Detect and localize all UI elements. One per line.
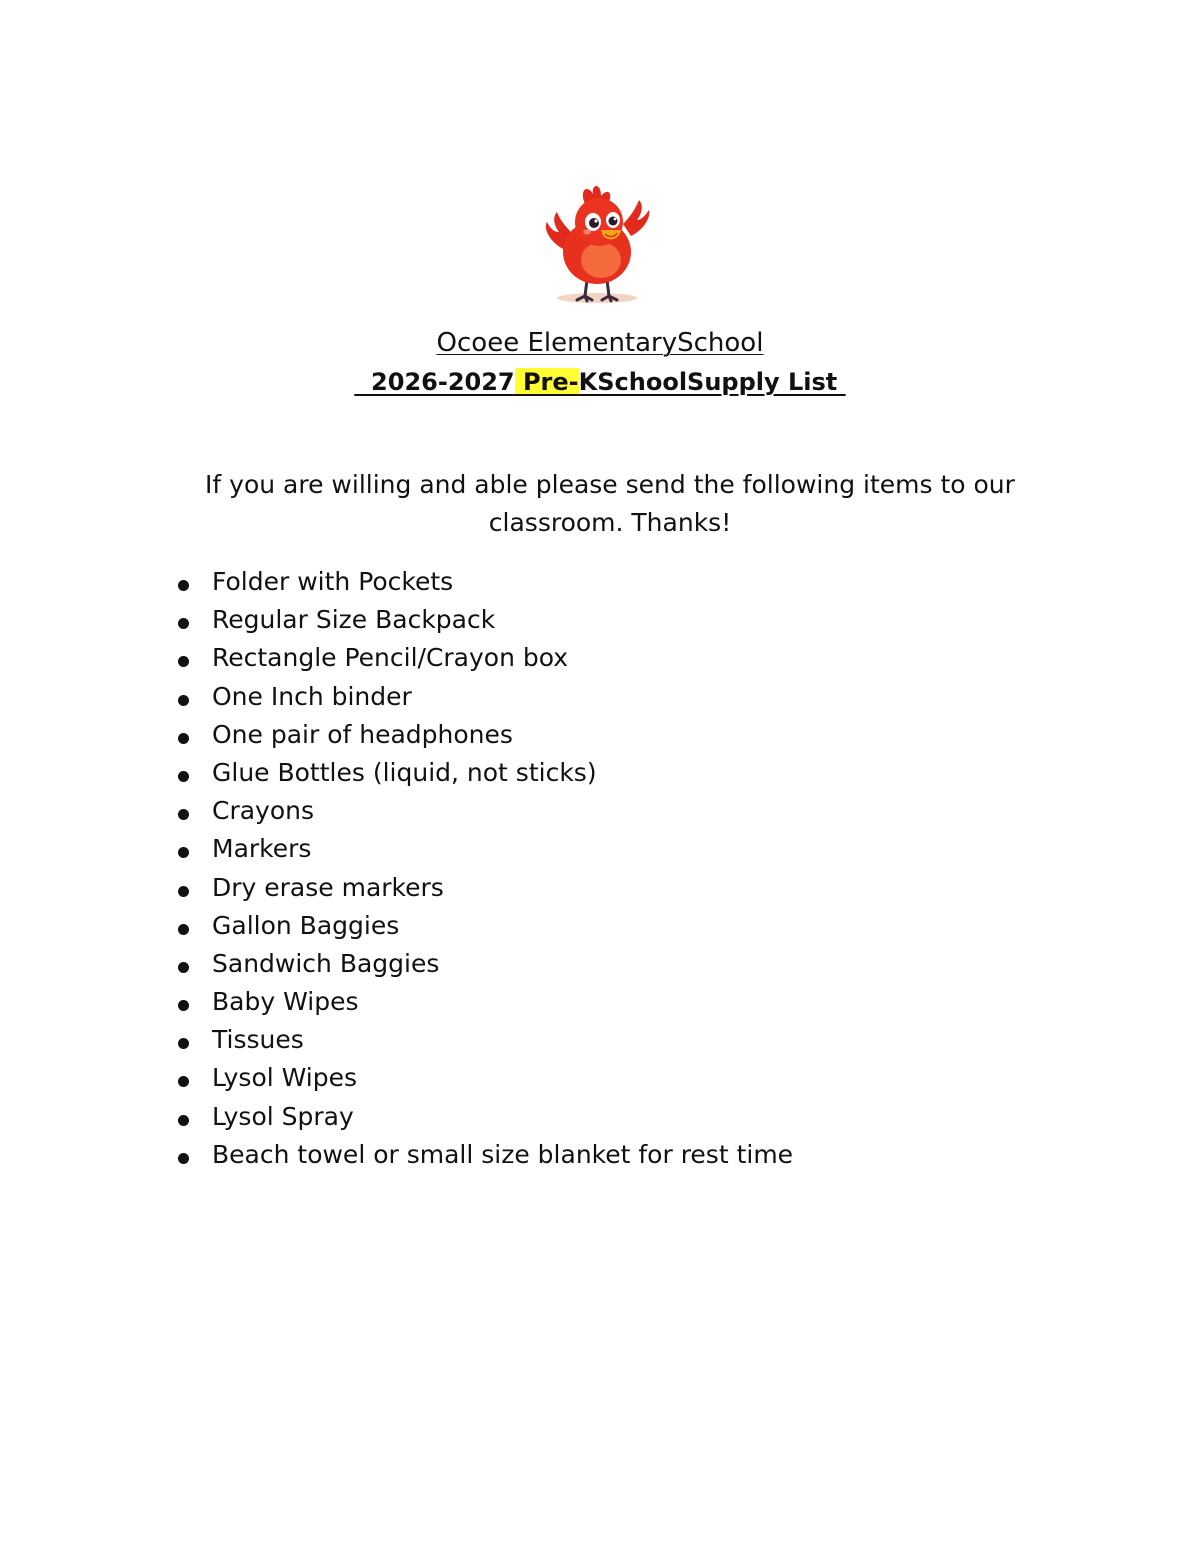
bullet-icon xyxy=(178,1153,189,1164)
supply-item xyxy=(0,678,1200,716)
supply-item xyxy=(0,1098,1200,1136)
supply-item xyxy=(0,869,1200,907)
school-name-heading xyxy=(0,325,1200,361)
supply-item xyxy=(0,639,1200,677)
supply-item-label: Regular Size Backpack xyxy=(212,605,496,635)
supply-item-label: Markers xyxy=(212,834,312,864)
supply-item-label: Crayons xyxy=(212,796,315,826)
bullet-icon xyxy=(178,847,189,858)
supply-item xyxy=(0,830,1200,868)
supply-item xyxy=(0,1021,1200,1059)
supply-item-label: One pair of headphones xyxy=(212,719,513,749)
supply-item xyxy=(0,1136,1200,1174)
bullet-icon xyxy=(178,924,189,935)
supply-item xyxy=(0,716,1200,754)
cardinal-mascot-image xyxy=(535,180,659,308)
supply-item-label: Tissues xyxy=(212,1025,304,1055)
bullet-icon xyxy=(178,580,189,591)
supply-item xyxy=(0,754,1200,792)
supply-item-label: Baby Wipes xyxy=(212,987,359,1017)
supply-item-label: One Inch binder xyxy=(212,681,412,711)
supply-item-label: Sandwich Baggies xyxy=(212,948,440,978)
supply-item xyxy=(0,945,1200,983)
supply-list-title xyxy=(0,364,1200,400)
title-highlighted-grade: Pre- xyxy=(514,368,579,396)
bullet-icon xyxy=(178,886,189,897)
supply-item-label: Glue Bottles (liquid, not sticks) xyxy=(212,757,597,787)
bullet-icon xyxy=(178,1038,189,1049)
bullet-icon xyxy=(178,1076,189,1087)
title-supply-list-text: KSchoolSupply List xyxy=(578,368,846,396)
title-year-range: 2026-2027 xyxy=(354,368,515,396)
bullet-icon xyxy=(178,809,189,820)
supply-item-label: Gallon Baggies xyxy=(212,910,400,940)
bullet-icon xyxy=(178,733,189,744)
supply-item-label: Beach towel or small size blanket for rest time xyxy=(212,1139,794,1169)
intro-paragraph: If you are willing and able please send the following items to our classroom. Thanks! xyxy=(205,470,1015,537)
supply-item-label: Lysol Wipes xyxy=(212,1063,358,1093)
school-name-text: Ocoee ElementarySchool xyxy=(436,328,764,358)
bullet-icon xyxy=(178,695,189,706)
bullet-icon xyxy=(178,771,189,782)
supply-item xyxy=(0,1059,1200,1097)
supply-item xyxy=(0,563,1200,601)
supply-item-label: Lysol Spray xyxy=(212,1101,354,1131)
supply-item xyxy=(0,792,1200,830)
supply-item-label: Rectangle Pencil/Crayon box xyxy=(212,643,569,673)
supply-item-label: Folder with Pockets xyxy=(212,567,454,596)
bullet-icon xyxy=(178,618,189,629)
bullet-icon xyxy=(178,962,189,973)
bullet-icon xyxy=(178,1115,189,1126)
supply-item xyxy=(0,907,1200,945)
supply-item-label: Dry erase markers xyxy=(212,872,444,902)
bullet-icon xyxy=(178,656,189,667)
bullet-icon xyxy=(178,1000,189,1011)
supply-item xyxy=(0,601,1200,639)
supply-item xyxy=(0,983,1200,1021)
supply-list xyxy=(0,563,1200,1174)
